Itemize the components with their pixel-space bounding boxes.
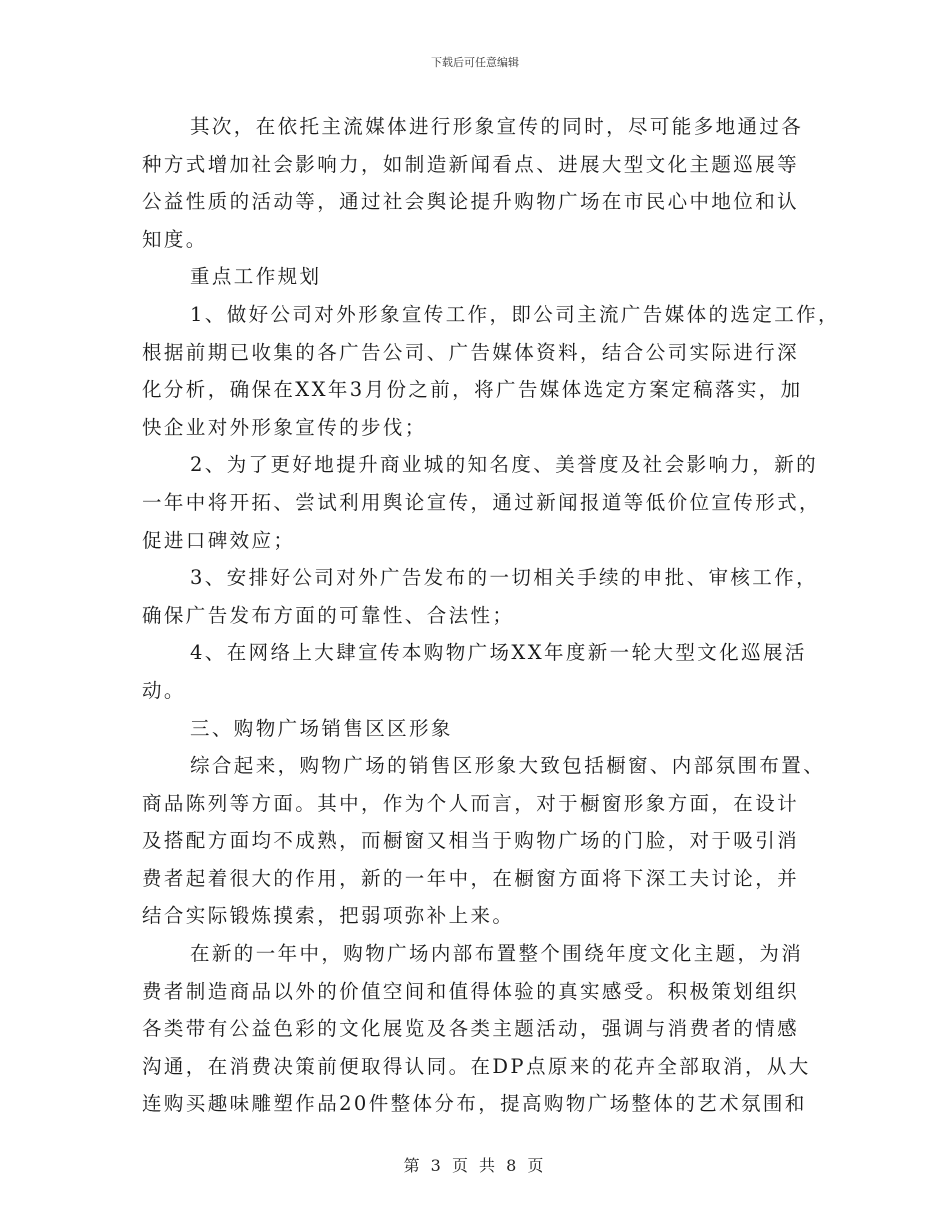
text-line: 综合起来，购物广场的销售区形象大致包括橱窗、内部氛围布置、 bbox=[190, 754, 826, 778]
text-line: 根据前期已收集的各广告公司、广告媒体资料，结合公司实际进行深 bbox=[142, 340, 800, 364]
text-line: 4、在网络上大肆宣传本购物广场XX年度新一轮大型文化巡展活 bbox=[190, 641, 807, 665]
text-line: 动。 bbox=[142, 678, 186, 702]
text-line: 公益性质的活动等，通过社会舆论提升购物广场在市民心中地位和认 bbox=[142, 190, 800, 214]
text-line: 其次，在依托主流媒体进行形象宣传的同时，尽可能多地通过各 bbox=[190, 115, 804, 138]
text-line: 确保广告发布方面的可靠性、合法性； bbox=[142, 603, 515, 627]
text-line: 重点工作规划 bbox=[190, 265, 322, 289]
page-footer: 第 3 页 共 8 页 bbox=[403, 1156, 547, 1175]
text-line: 费者起着很大的作用，新的一年中，在橱窗方面将下深工夫讨论，并 bbox=[142, 866, 800, 890]
body-text bbox=[142, 108, 840, 1123]
text-line: 3、安排好公司对外广告发布的一切相关手续的申批、审核工作， bbox=[190, 566, 819, 590]
text-line: 种方式增加社会影响力，如制造新闻看点、进展大型文化主题巡展等 bbox=[142, 152, 800, 176]
text-line: 在新的一年中，购物广场内部布置整个围绕年度文化主题，为消 bbox=[190, 942, 804, 966]
text-line: 快企业对外形象宣传的步伐； bbox=[142, 415, 427, 439]
text-line: 1、做好公司对外形象宣传工作，即公司主流广告媒体的选定工作， bbox=[190, 302, 840, 326]
text-line: 结合实际锻炼摸索，把弱项弥补上来。 bbox=[142, 904, 515, 928]
text-line: 及搭配方面均不成熟，而橱窗又相当于购物广场的门脸，对于吸引消 bbox=[142, 829, 800, 853]
text-line: 连购买趣味雕塑作品20件整体分布，提高购物广场整体的艺术氛围和 bbox=[142, 1092, 807, 1116]
text-line: 促进口碑效应； bbox=[142, 528, 296, 552]
text-line: 沟通，在消费决策前便取得认同。在DP点原来的花卉全部取消，从大 bbox=[142, 1054, 811, 1078]
text-line: 知度。 bbox=[142, 227, 208, 251]
text-line: 商品陈列等方面。其中，作为个人而言，对于橱窗形象方面，在设计 bbox=[142, 791, 800, 815]
text-line: 各类带有公益色彩的文化展览及各类主题活动，强调与消费者的情感 bbox=[142, 1017, 800, 1041]
text-line: 一年中将开拓、尝试利用舆论宣传，通过新闻报道等低价位宣传形式， bbox=[142, 490, 821, 514]
text-line: 费者制造商品以外的价值空间和值得体验的真实感受。积极策划组织 bbox=[142, 979, 800, 1003]
text-line: 化分析，确保在XX年3月份之前，将广告媒体选定方案定稿落实，加 bbox=[142, 378, 803, 402]
text-line: 三、购物广场销售区区形象 bbox=[190, 716, 453, 740]
text-line: 2、为了更好地提升商业城的知名度、美誉度及社会影响力，新的 bbox=[190, 453, 819, 477]
page-header: 下载后可任意编辑 bbox=[431, 56, 519, 69]
